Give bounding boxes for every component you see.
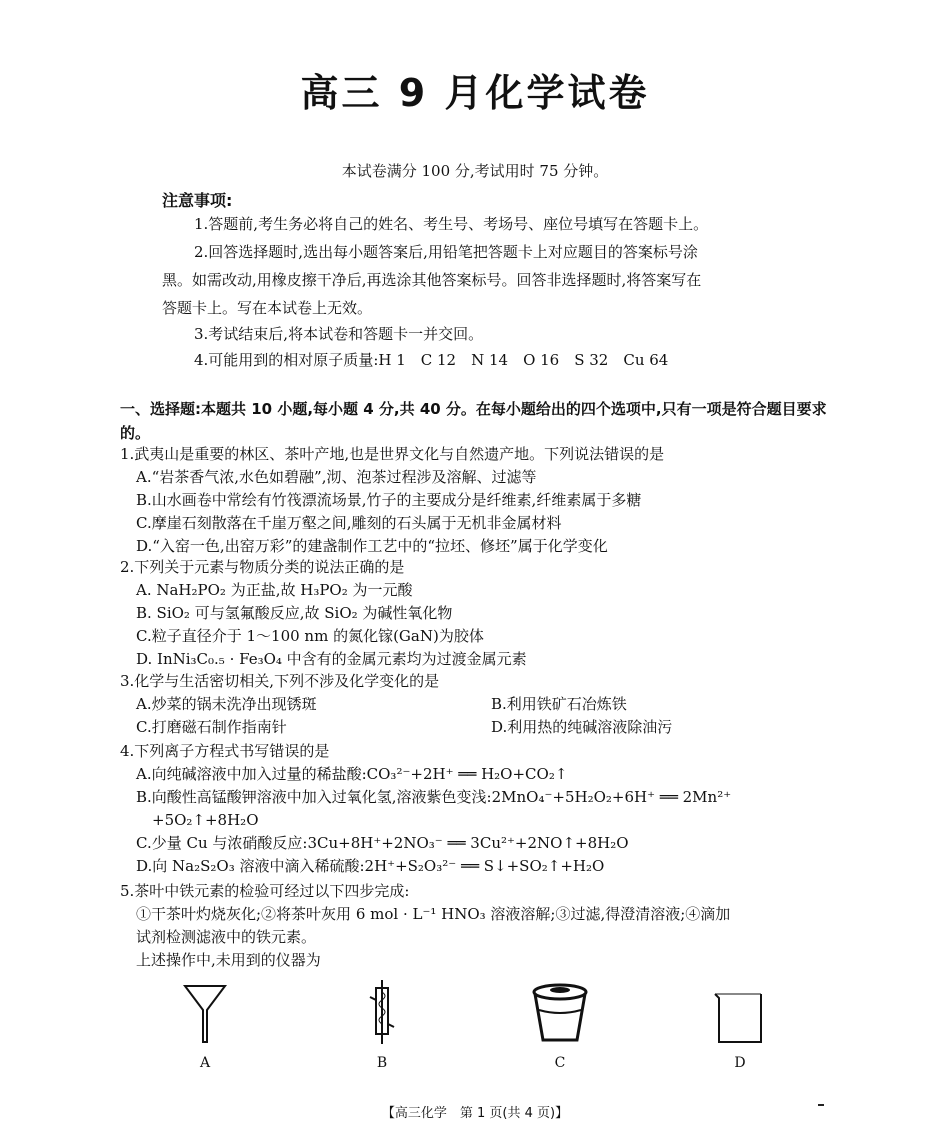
question-stem: 4.下列离子方程式书写错误的是 (120, 742, 330, 760)
question-text: 上述操作中,未用到的仪器为 (136, 951, 321, 969)
option-a: A.炒菜的锅未洗净出现锈斑 (136, 695, 317, 713)
note-3: 3.考试结束后,将本试卷和答题卡一并交回。 (194, 325, 484, 343)
question-3 (120, 670, 840, 739)
beaker-icon (705, 980, 775, 1045)
option-b-continued: +5O₂↑+8H₂O (152, 811, 259, 829)
exam-info: 本试卷满分 100 分,考试用时 75 分钟。 (341, 162, 609, 180)
crucible-figure (525, 980, 595, 1071)
note-1: 1.答题前,考生务必将自己的姓名、考生号、考场号、座位号填写在答题卡上。 (194, 215, 709, 233)
figure-label: B (376, 1055, 388, 1071)
option-b: B.向酸性高锰酸钾溶液中加入过氧化氢,溶液紫色变浅:2MnO₄⁻+5H₂O₂+6H⁺ ══ 2Mn²⁺ (136, 788, 732, 806)
beaker-figure (705, 980, 775, 1071)
funnel-icon (175, 980, 235, 1045)
corner-mark (818, 1104, 824, 1106)
option-b: B.利用铁矿石冶炼铁 (491, 695, 627, 713)
note-4: 4.可能用到的相对原子质量:H 1 C 12 N 14 O 16 S 32 Cu 64 (194, 351, 669, 369)
option-d: D.“入窑一色,出窑万彩”的建盏制作工艺中的“拉坯、修坯”属于化学变化 (136, 537, 608, 555)
option-a: A.向纯碱溶液中加入过量的稀盐酸:CO₃²⁻+2H⁺ ══ H₂O+CO₂↑ (136, 765, 568, 783)
option-c: C.少量 Cu 与浓硝酸反应:3Cu+8H⁺+2NO₃⁻ ══ 3Cu²⁺+2NO↑+8H₂O (136, 834, 629, 852)
notes-heading: 注意事项: (162, 191, 233, 210)
note-2: 2.回答选择题时,选出每小题答案后,用铅笔把答题卡上对应题目的答案标号涂 黑。如需改动,用橡皮擦干净后,再选涂其他答案标号。回答非选择题时,将答案写在 答题卡上。写在本试卷上无效。 (162, 243, 702, 317)
question-2 (120, 556, 840, 671)
figure-label: D (734, 1055, 746, 1071)
figure-label: A (199, 1055, 211, 1071)
condenser-icon (352, 980, 412, 1045)
option-c: C.粒子直径介于 1～100 nm 的氮化镓(GaN)为胶体 (136, 627, 484, 645)
question-text: ①干茶叶灼烧灰化;②将茶叶灰用 6 mol · L⁻¹ HNO₃ 溶液溶解;③过滤,得澄清溶液;④滴加 (136, 905, 731, 923)
page-title: 高三 9 月化学试卷 (300, 71, 650, 115)
option-b: B. SiO₂ 可与氢氟酸反应,故 SiO₂ 为碱性氧化物 (136, 604, 453, 622)
option-d: D. InNi₃C₀.₅ · Fe₃O₄ 中含有的金属元素均为过渡金属元素 (136, 650, 527, 668)
question-stem: 3.化学与生活密切相关,下列不涉及化学变化的是 (120, 672, 440, 690)
option-a: A.“岩茶香气浓,水色如碧融”,沏、泡茶过程涉及溶解、过滤等 (136, 468, 537, 486)
funnel-figure (175, 980, 235, 1071)
option-d: D.利用热的纯碱溶液除油污 (491, 718, 673, 736)
option-d: D.向 Na₂S₂O₃ 溶液中滴入稀硫酸:2H⁺+S₂O₃²⁻ ══ S↓+SO₂↑+H₂O (136, 857, 605, 875)
question-5 (120, 880, 840, 972)
question-stem: 5.茶叶中铁元素的检验可经过以下四步完成: (120, 882, 410, 900)
condenser-figure (352, 980, 412, 1071)
question-stem: 2.下列关于元素与物质分类的说法正确的是 (120, 558, 405, 576)
option-c: C.打磨磁石制作指南针 (136, 718, 287, 736)
question-stem: 1.武夷山是重要的林区、茶叶产地,也是世界文化与自然遗产地。下列说法错误的是 (120, 445, 665, 463)
instrument-figures (140, 980, 840, 1080)
section-heading: 一、选择题:本题共 10 小题,每小题 4 分,共 40 分。在每小题给出的四个选项中,只有一项是符合题目要求的。 (120, 400, 827, 442)
option-c: C.摩崖石刻散落在千崖万壑之间,雕刻的石头属于无机非金属材料 (136, 514, 562, 532)
question-text: 试剂检测滤液中的铁元素。 (136, 928, 317, 946)
option-a: A. NaH₂PO₂ 为正盐,故 H₃PO₂ 为一元酸 (136, 581, 413, 599)
crucible-icon (525, 980, 595, 1045)
question-4 (120, 740, 840, 878)
figure-label: C (554, 1055, 566, 1071)
page-footer: 【高三化学 第 1 页(共 4 页)】 (381, 1106, 569, 1121)
option-b: B.山水画卷中常绘有竹筏漂流场景,竹子的主要成分是纤维素,纤维素属于多糖 (136, 491, 642, 509)
question-1 (120, 443, 840, 558)
